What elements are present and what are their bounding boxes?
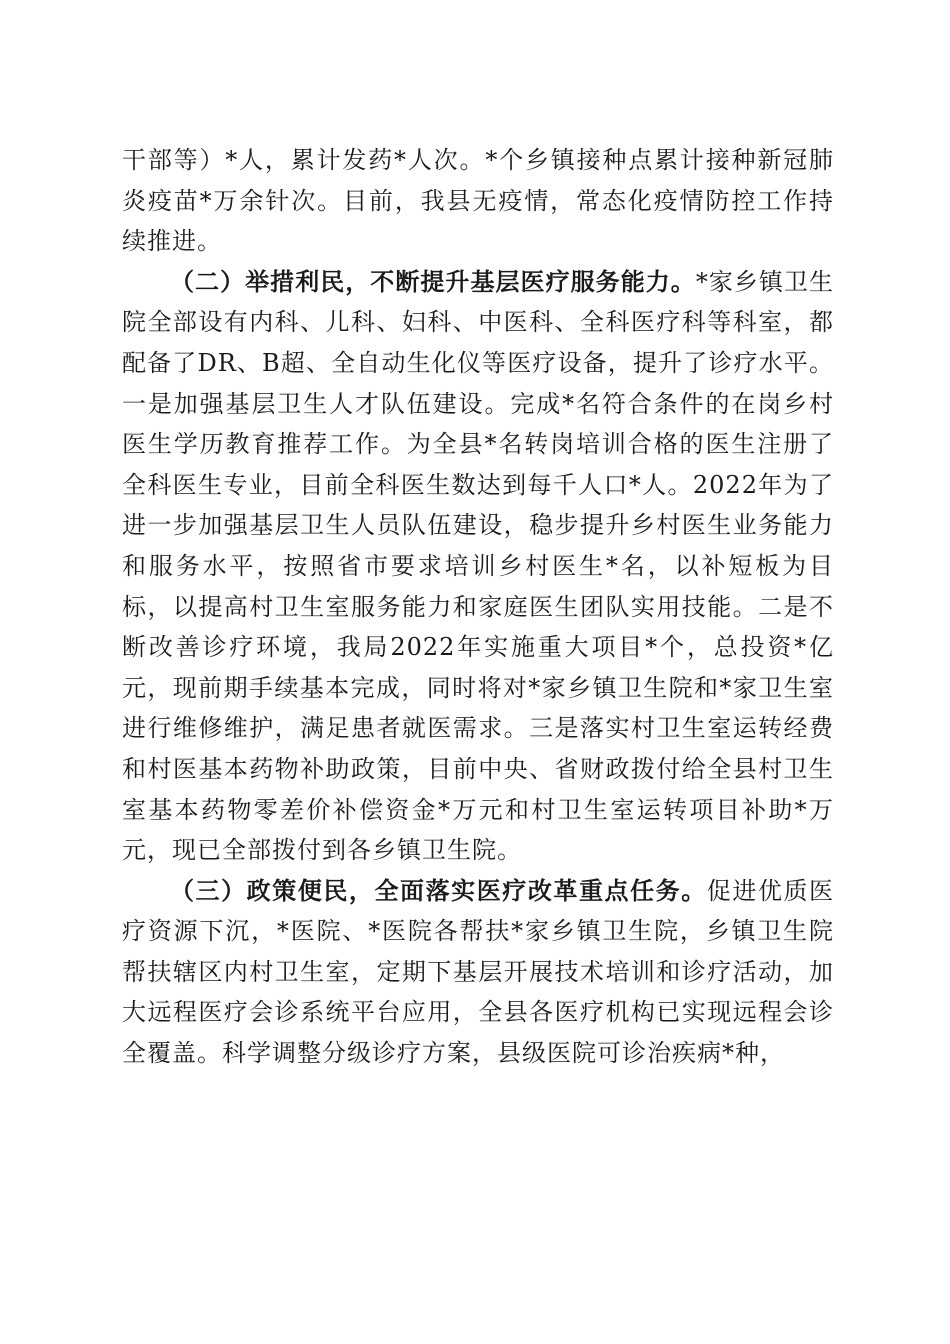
section-3-heading: （三）政策便民，全面落实医疗改革重点任务。 <box>170 875 707 905</box>
section-2-paragraph <box>122 262 834 871</box>
paragraph-continuation: 干部等）*人，累计发药*人次。*个乡镇接种点累计接种新冠肺炎疫苗*万余针次。目前，我县无疫情，常态化疫情防控工作持续推进。 <box>122 146 834 256</box>
section-2-body: *家乡镇卫生院全部设有内科、儿科、妇科、中医科、全科医疗科等科室，都配备了DR、B超、全自动生化仪等医疗设备，提升了诊疗水平。一是加强基层卫生人才队伍建设。完成*名符合条件的在岗乡村医生学历教育推荐工作。为全县*名转岗培训合格的医生注册了全科医生专业，目前全科医生数达到每千人口*人。2022年为了进一步加强基层卫生人员队伍建设，稳步提升乡村医生业务能力和服务水平，按照省市要求培训乡村医生*名，以补短板为目标，以提高村卫生室服务能力和家庭医生团队实用技能。二是不断改善诊疗环境，我局2022年实施重大项目*个，总投资*亿元，现前期手续基本完成，同时将对*家乡镇卫生院和*家卫生室进行维修维护，满足患者就医需求。三是落实村卫生室运转经费和村医基本药物补助政策，目前中央、省财政拨付给全县村卫生室基本药物零差价补偿资金*万元和村卫生室运转项目补助*万元，现已全部拨付到各乡镇卫生院。 <box>122 267 835 865</box>
document-body <box>122 140 834 1074</box>
section-3-body: 促进优质医疗资源下沉，*医院、*医院各帮扶*家乡镇卫生院，乡镇卫生院帮扶辖区内村卫生室，定期下基层开展技术培训和诊疗活动，加大远程医疗会诊系统平台应用，全县各医疗机构已实现远程会诊全覆盖。科学调整分级诊疗方案，县级医院可诊治疾病*种， <box>122 876 835 1068</box>
section-3-paragraph <box>122 871 834 1074</box>
section-2-heading: （二）举措利民，不断提升基层医疗服务能力。 <box>170 266 696 296</box>
